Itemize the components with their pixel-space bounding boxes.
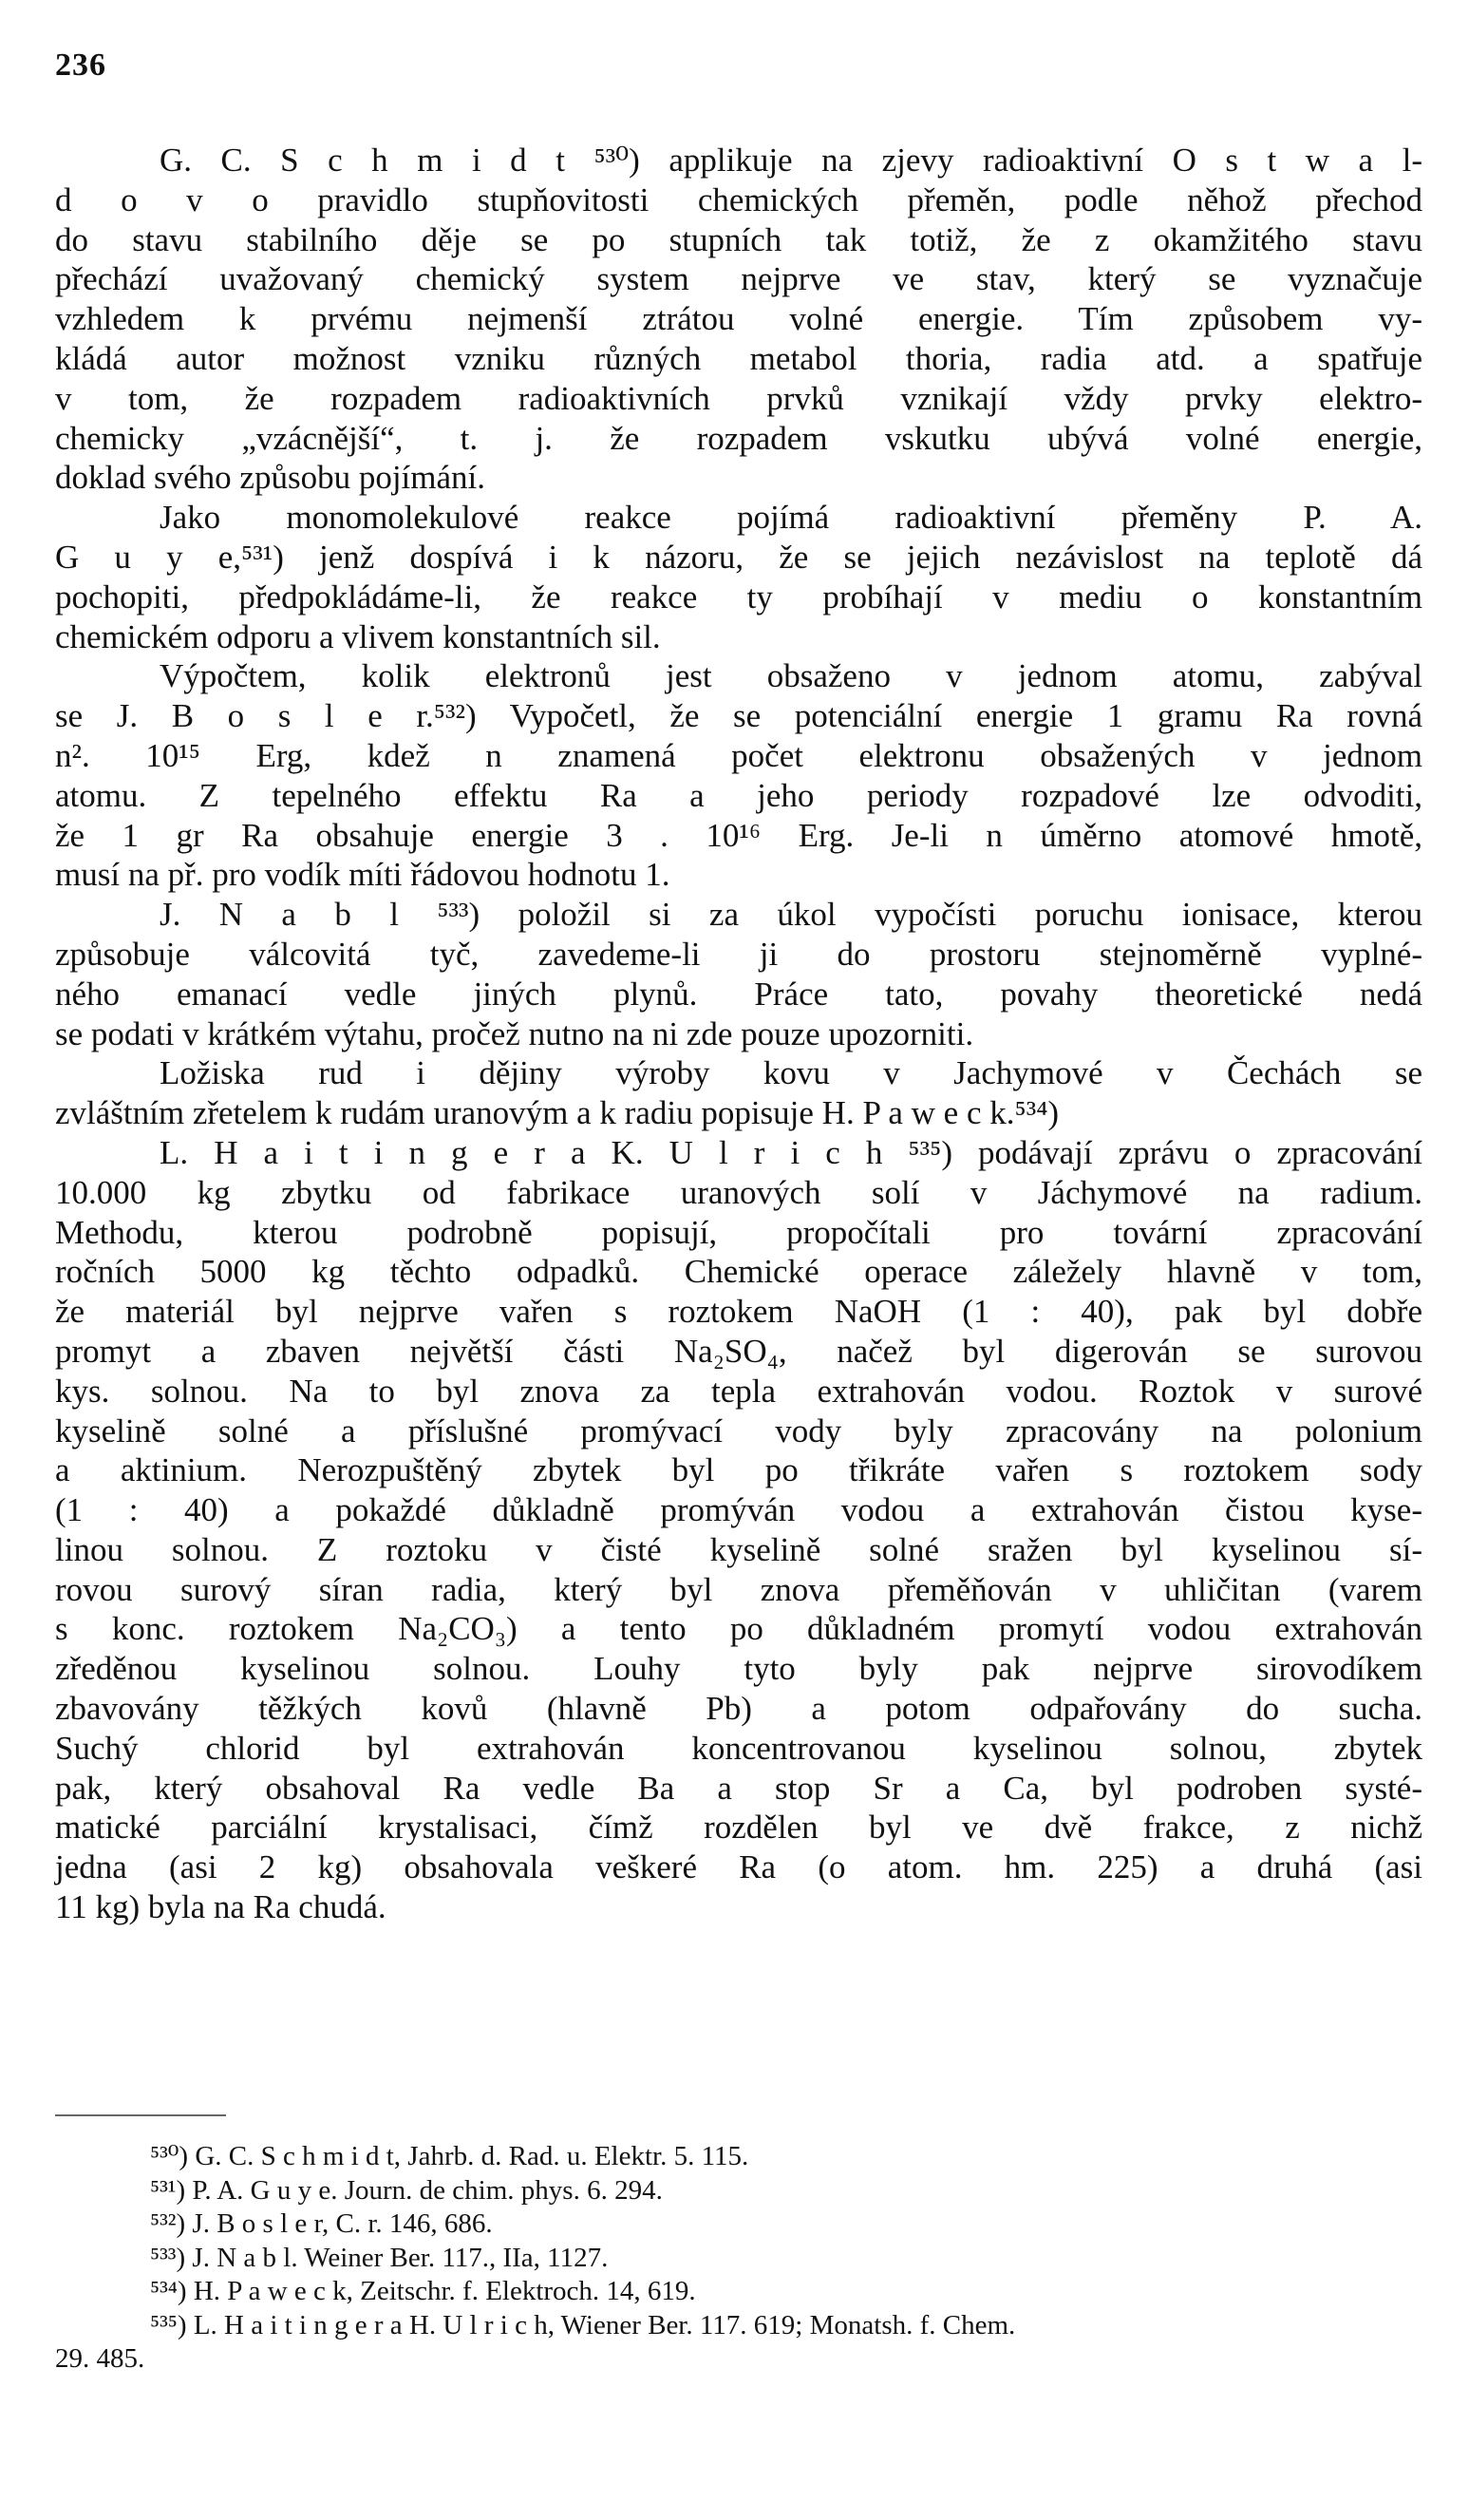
text-line: že 1 gr Ra obsahuje energie 3 . 10¹⁶ Erg. Je-li n úměrno atomové hmotě, [55, 816, 1422, 854]
text-line: Ložiska rud i dějiny výroby kovu v Jachymové v Čechách se [160, 1054, 1422, 1092]
text-line: přechází uvažovaný chemický system nejprve ve stav, který se vyznačuje [55, 260, 1422, 298]
text-line: rovou surový síran radia, který byl znova přeměňován v uhličitan (varem [55, 1570, 1422, 1608]
text-line: jedna (asi 2 kg) obsahovala veškeré Ra (o atom. hm. 225) a druhá (asi [55, 1848, 1422, 1886]
text-line: (1 : 40) a pokaždé důkladně promýván vodou a extrahován čistou kyse- [55, 1491, 1422, 1529]
text-line: a aktinium. Nerozpuštěný zbytek byl po třikráte vařen s roztokem sody [55, 1451, 1422, 1489]
text-line: chemicky „vzácnější“, t. j. že rozpadem vskutku ubývá volné energie, [55, 419, 1422, 457]
text-line: zředěnou kyselinou solnou. Louhy tyto byly pak nejprve sirovodíkem [55, 1650, 1422, 1688]
text-line: chemickém odporu a vlivem konstantních sil. [55, 617, 661, 655]
text-line: L. H a i t i n g e r a K. U l r i c h ⁵³⁵) podávají zprávu o zpracování [160, 1133, 1422, 1171]
footnote-line: ⁵³⁰) G. C. S c h m i d t, Jahrb. d. Rad. u. Elektr. 5. 115. [150, 2141, 749, 2171]
text-line: G. C. S c h m i d t ⁵³⁰) applikuje na zjevy radioaktivní O s t w a l- [160, 142, 1422, 179]
text-line: linou solnou. Z roztoku v čisté kyselině solné sražen byl kyselinou sí- [55, 1530, 1422, 1568]
text-line: kládá autor možnost vzniku různých metabol thoria, radia atd. a spatřuje [55, 339, 1422, 377]
text-line: pak, který obsahoval Ra vedle Ba a stop Sr a Ca, byl podroben systé- [55, 1769, 1422, 1807]
text-line: J. N a b l ⁵³³) položil si za úkol vypočísti poruchu ionisace, kterou [160, 896, 1422, 934]
text-line: Jako monomolekulové reakce pojímá radioaktivní přeměny P. A. [160, 499, 1422, 537]
text-line: ného emanací vedle jiných plynů. Práce tato, povahy theoretické nedá [55, 975, 1422, 1013]
text-line: ročních 5000 kg těchto odpadků. Chemické operace záležely hlavně v tom, [55, 1253, 1422, 1291]
text-line: pochopiti, předpokládáme-li, že reakce ty probíhají v mediu o konstantním [55, 578, 1422, 616]
footnote-line: 29. 485. [55, 2343, 145, 2374]
text-line: s konc. roztokem Na₂CO₃) a tento po důkladném promytí vodou extrahován [55, 1610, 1422, 1648]
footnote-line: ⁵³²) J. B o s l e r, C. r. 146, 686. [150, 2208, 493, 2239]
body-text [55, 141, 1422, 1927]
text-line: n². 10¹⁵ Erg, kdež n znamená počet elektronu obsažených v jednom [55, 736, 1422, 774]
text-line: do stavu stabilního děje se po stupních tak totiž, že z okamžitého stavu [55, 220, 1422, 258]
text-line: doklad svého způsobu pojímání. [55, 459, 486, 497]
text-line: atomu. Z tepelného effektu Ra a jeho periody rozpadové lze odvoditi, [55, 776, 1422, 814]
text-line: Výpočtem, kolik elektronů jest obsaženo v jednom atomu, zabýval [160, 657, 1422, 695]
footnote-separator [55, 2114, 226, 2116]
text-line: G u y e,⁵³¹) jenž dospívá i k názoru, že se jejich nezávislost na teplotě dá [55, 538, 1422, 576]
text-line: Suchý chlorid byl extrahován koncentrovanou kyselinou solnou, zbytek [55, 1729, 1422, 1767]
text-line: se J. B o s l e r.⁵³²) Vypočetl, že se potenciální energie 1 gramu Ra rovná [55, 697, 1422, 735]
text-line: d o v o pravidlo stupňovitosti chemických přeměn, podle něhož přechod [55, 180, 1422, 218]
text-line: kyselině solné a příslušné promývací vody byly zpracovány na polonium [55, 1412, 1422, 1449]
text-line: v tom, že rozpadem radioaktivních prvků vznikají vždy prvky elektro- [55, 379, 1422, 417]
text-line: 10.000 kg zbytku od fabrikace uranových solí v Jáchymové na radium. [55, 1173, 1422, 1211]
text-line: vzhledem k prvému nejmenší ztrátou volné energie. Tím způsobem vy- [55, 300, 1422, 338]
footnotes [55, 2140, 1422, 2377]
text-line: 11 kg) byla na Ra chudá. [55, 1888, 386, 1926]
footnote-line: ⁵³⁴) H. P a w e c k, Zeitschr. f. Elektroch. 14, 619. [150, 2276, 696, 2306]
footnote-line: ⁵³⁵) L. H a i t i n g e r a H. U l r i c h, Wiener Ber. 117. 619; Monatsh. f. Chem. [150, 2309, 1016, 2340]
text-line: Methodu, kterou podrobně popisují, propočítali pro tovární zpracování [55, 1213, 1422, 1251]
text-line: promyt a zbaven největší části Na₂SO₄, načež byl digerován se surovou [55, 1332, 1422, 1370]
text-line: zbavovány těžkých kovů (hlavně Pb) a potom odpařovány do sucha. [55, 1690, 1422, 1728]
page-number: 236 [55, 47, 106, 83]
text-line: musí na př. pro vodík míti řádovou hodnotu 1. [55, 856, 670, 894]
footnote-line: ⁵³³) J. N a b l. Weiner Ber. 117., IIa, 1127. [150, 2242, 609, 2273]
text-line: kys. solnou. Na to byl znova za tepla extrahován vodou. Roztok v surové [55, 1372, 1422, 1410]
text-line: zvláštním zřetelem k rudám uranovým a k radiu popisuje H. P a w e c k.⁵³⁴) [55, 1094, 1060, 1132]
text-line: že materiál byl nejprve vařen s roztokem NaOH (1 : 40), pak byl dobře [55, 1293, 1422, 1331]
text-line: způsobuje válcovitá tyč, zavedeme-li ji do prostoru stejnoměrně vyplné- [55, 935, 1422, 973]
text-line: matické parciální krystalisaci, čímž rozdělen byl ve dvě frakce, z nichž [55, 1809, 1422, 1847]
text-line: se podati v krátkém výtahu, pročež nutno na ni zde pouze upozorniti. [55, 1014, 974, 1052]
footnote-line: ⁵³¹) P. A. G u y e. Journ. de chim. phys. 6. 294. [150, 2174, 663, 2206]
